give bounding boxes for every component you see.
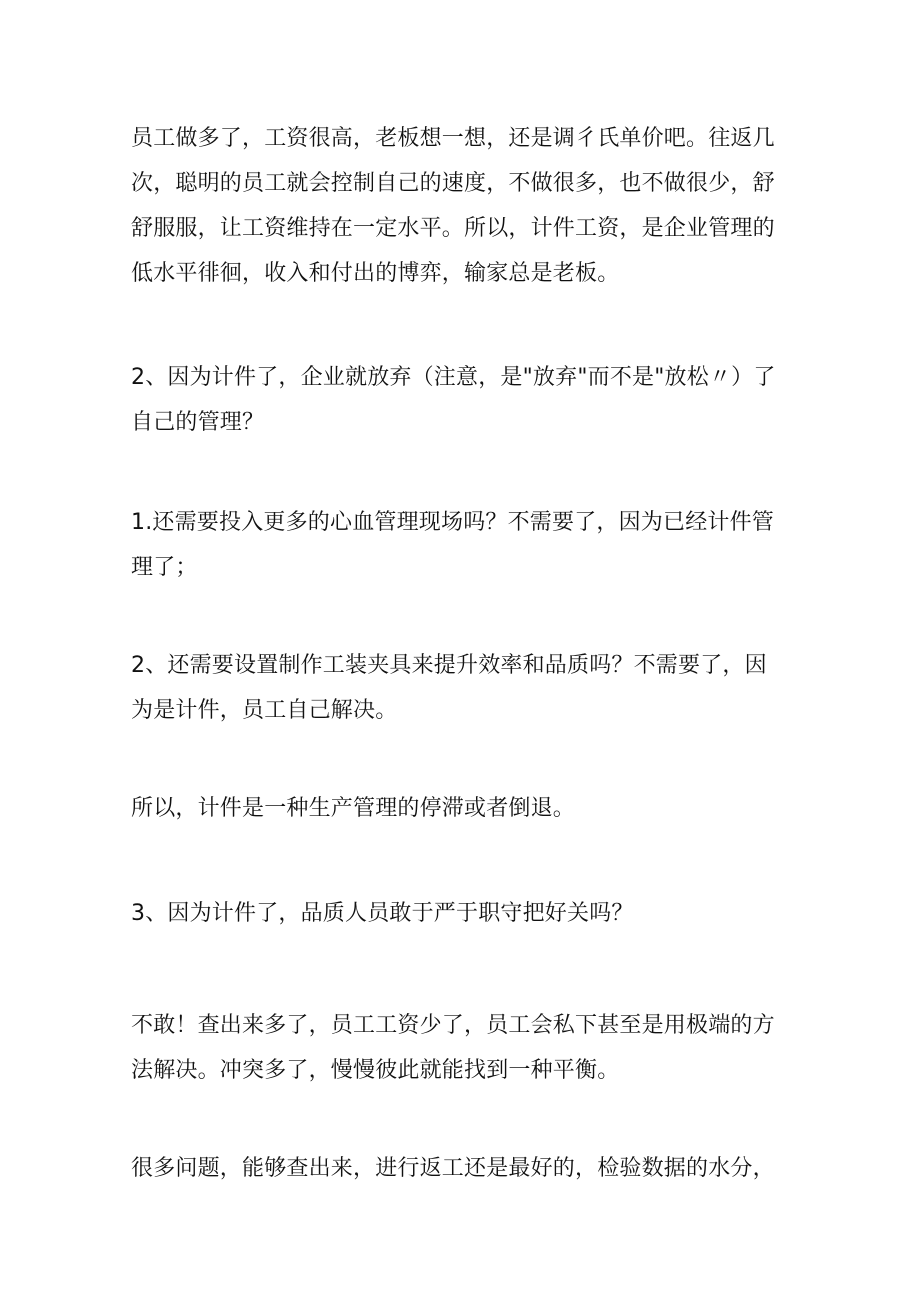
- text-line: 员工做多了，工资很高，老板想一想，还是调彳氏单价吧。往返几: [131, 126, 775, 151]
- paragraph-subpoint-2: [131, 643, 801, 733]
- text-line: 理了；: [131, 555, 198, 580]
- text-line: 为是计件，员工自己解决。: [131, 698, 398, 723]
- paragraph-problems: [131, 1146, 801, 1191]
- paragraph-piece-wage-intro: [131, 116, 801, 296]
- text-line: 1.还需要投入更多的心血管理现场吗？不需要了，因为已经计件管: [131, 510, 774, 535]
- text-line: 低水平徘徊，收入和付出的博弈，输家总是老板。: [131, 261, 620, 286]
- text-line: 很多问题，能够查出来，进行返工还是最好的，检验数据的水分，: [131, 1156, 775, 1181]
- text-line: 3、因为计件了，品质人员敢于严于职守把好关吗？: [131, 901, 634, 926]
- paragraph-point-3-answer: [131, 1003, 801, 1093]
- text-line: 舒服服，让工资维持在一定水平。所以，计件工资，是企业管理的: [131, 216, 775, 241]
- paragraph-point-3-heading: [131, 891, 801, 936]
- paragraph-subpoint-1: [131, 500, 801, 590]
- text-line: 次，聪明的员工就会控制自己的速度，不做很多，也不做很少，舒: [131, 171, 775, 196]
- text-line: 不敢！查出来多了，员工工资少了，员工会私下甚至是用极端的方: [131, 1013, 775, 1038]
- paragraph-conclusion: [131, 786, 801, 831]
- text-line: 2、因为计件了，企业就放弃（注意，是"放弃"而不是"放松〃）了: [131, 365, 776, 390]
- text-line: 所以，计件是一种生产管理的停滞或者倒退。: [131, 796, 576, 821]
- text-line: 法解决。冲突多了，慢慢彼此就能找到一种平衡。: [131, 1058, 620, 1083]
- paragraph-point-2-heading: [131, 355, 801, 445]
- text-line: 2、还需要设置制作工装夹具来提升效率和品质吗？不需要了，因: [131, 653, 767, 678]
- text-line: 自己的管理？: [131, 410, 265, 435]
